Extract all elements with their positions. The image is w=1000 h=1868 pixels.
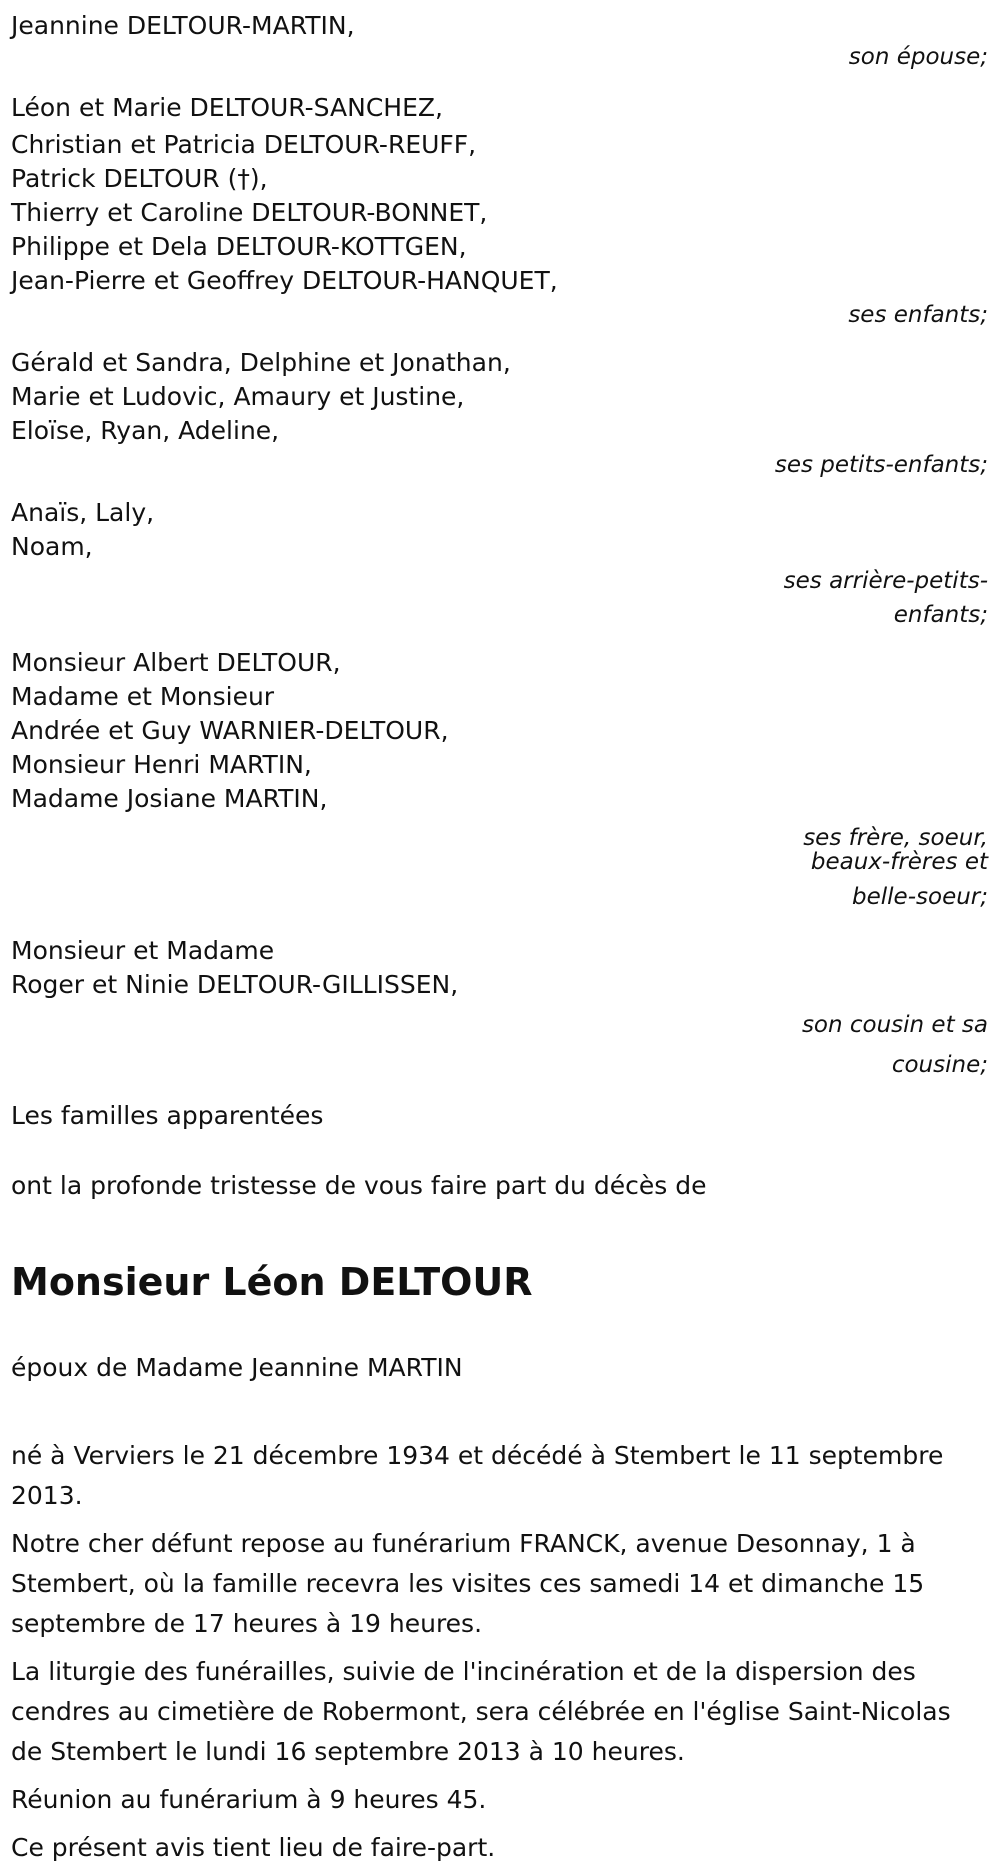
mourner-group-children	[11, 88, 988, 332]
mourner-group-siblings	[11, 646, 988, 920]
announcement-line: ont la profonde tristesse de vous faire part du décès de	[11, 1171, 707, 1200]
relation-label: cousine;	[891, 1052, 988, 1078]
mourner-group-spouse	[11, 12, 988, 74]
relation-label: ses enfants;	[848, 302, 988, 328]
mourner-name: Noam,	[11, 532, 93, 561]
relation-label: belle-soeur;	[852, 884, 988, 910]
relation-label: son cousin et sa	[801, 1012, 988, 1038]
mourner-name: Gérald et Sandra, Delphine et Jonathan,	[11, 348, 511, 377]
relation-label: enfants;	[893, 602, 988, 628]
mourner-name: Marie et Ludovic, Amaury et Justine,	[11, 382, 465, 411]
mourner-name: Monsieur et Madame	[11, 936, 275, 965]
mourner-name: Monsieur Albert DELTOUR,	[11, 648, 341, 677]
notice-paragraph: Ce présent avis tient lieu de faire-part.	[11, 1833, 496, 1862]
mourner-name: Jeannine DELTOUR-MARTIN,	[11, 11, 355, 40]
mourner-name: Christian et Patricia DELTOUR-REUFF,	[11, 130, 477, 159]
mourner-group-grandchildren	[11, 346, 988, 482]
mourner-name: Philippe et Dela DELTOUR-KOTTGEN,	[11, 232, 467, 261]
mourner-name: Eloïse, Ryan, Adeline,	[11, 416, 280, 445]
funeral-paragraph: La liturgie des funérailles, suivie de l'incinération et de la dispersion des cendres au cimetière de Robermont, sera célébrée en l'église Saint-Nicolas de Stembert le lundi 16 septembre 2013 à 10 heures.	[11, 1657, 951, 1766]
deceased-name: Monsieur Léon DELTOUR	[11, 1260, 533, 1304]
spouse-line: époux de Madame Jeannine MARTIN	[11, 1353, 463, 1382]
relation-label: beaux-frères et	[810, 849, 988, 875]
meeting-paragraph: Réunion au funérarium à 9 heures 45.	[11, 1785, 487, 1814]
relation-label: ses petits-enfants;	[774, 452, 988, 478]
mourner-name: Thierry et Caroline DELTOUR-BONNET,	[11, 198, 488, 227]
mourner-name: Madame Josiane MARTIN,	[11, 784, 328, 813]
mourner-group-cousins	[11, 934, 988, 1082]
mourner-name: Madame et Monsieur	[11, 682, 275, 711]
mourner-name: Monsieur Henri MARTIN,	[11, 750, 312, 779]
mourner-name: Jean-Pierre et Geoffrey DELTOUR-HANQUET,	[11, 266, 558, 295]
mourner-name: Anaïs, Laly,	[11, 498, 155, 527]
families-line: Les familles apparentées	[11, 1101, 324, 1130]
obituary-notice	[11, 12, 988, 1868]
relation-label: son épouse;	[848, 44, 988, 70]
relation-label: ses arrière-petits-	[783, 568, 988, 594]
mourner-name: Léon et Marie DELTOUR-SANCHEZ,	[11, 93, 443, 122]
mourner-name: Andrée et Guy WARNIER-DELTOUR,	[11, 716, 449, 745]
mourner-name: Patrick DELTOUR (†),	[11, 164, 268, 193]
visitation-paragraph: Notre cher défunt repose au funérarium FRANCK, avenue Desonnay, 1 à Stembert, où la famille recevra les visites ces samedi 14 et dimanche 15 septembre de 17 heures à 19 heures.	[11, 1529, 925, 1638]
mourner-group-great-grandchildren	[11, 496, 988, 632]
relation-label: ses frère, soeur,	[803, 825, 988, 851]
birth-death-paragraph: né à Verviers le 21 décembre 1934 et décédé à Stembert le 11 septembre 2013.	[11, 1441, 944, 1510]
mourner-name: Roger et Ninie DELTOUR-GILLISSEN,	[11, 970, 459, 999]
